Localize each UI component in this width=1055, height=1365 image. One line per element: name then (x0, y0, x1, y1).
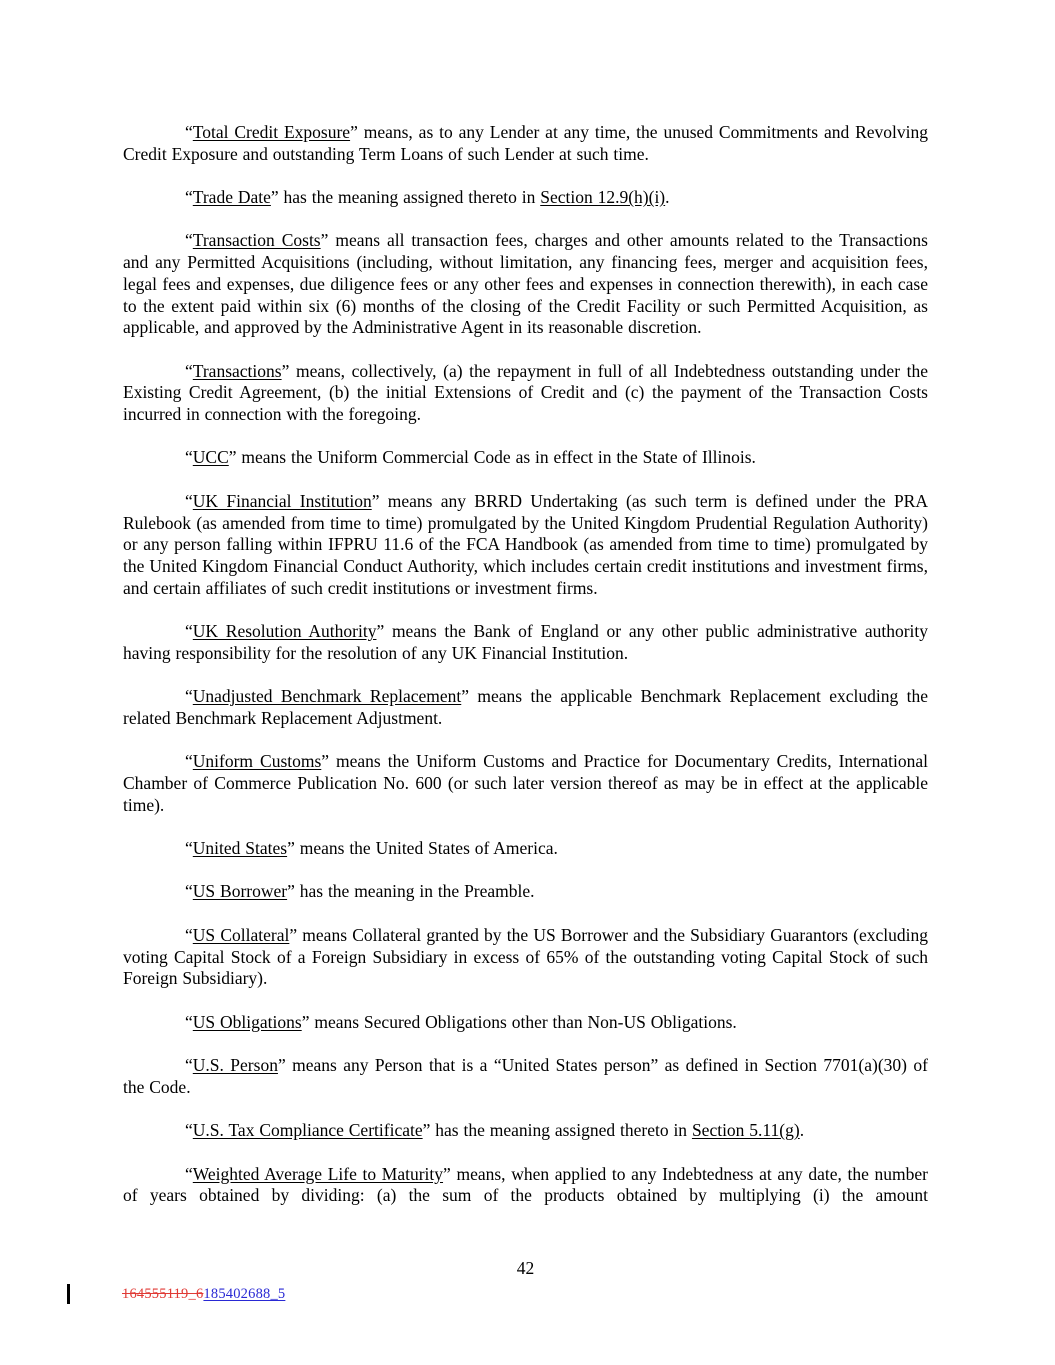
underlined-term: Transaction Costs (192, 230, 321, 251)
underlined-term: US Collateral (192, 924, 290, 945)
underlined-term: Section 12.9(h)(i) (540, 187, 666, 208)
text-segment: “ (185, 924, 193, 945)
definition-paragraph (123, 1012, 928, 1034)
text-segment: “ (185, 1011, 193, 1032)
text-segment: ” has the meaning in the Preamble. (287, 881, 535, 902)
text-segment: “ (185, 122, 193, 142)
definition-paragraph (123, 1164, 928, 1207)
text-segment: “ (185, 686, 193, 707)
underlined-term: Total Credit Exposure (192, 122, 351, 142)
text-segment: “ (185, 187, 193, 208)
underlined-term: US Obligations (192, 1011, 302, 1032)
text-segment: “ (185, 360, 193, 381)
text-segment: “ (185, 881, 193, 902)
underlined-term: Section 5.11(g) (691, 1120, 800, 1141)
doc-id-inserted: 185402688_5 (203, 1286, 286, 1302)
definition-paragraph (123, 1055, 928, 1098)
footer-doc-id (122, 1285, 285, 1303)
definition-paragraph (123, 230, 928, 339)
definition-paragraph (123, 838, 928, 860)
text-segment: ” means the United States of America. (287, 838, 558, 859)
text-segment: “ (185, 1120, 193, 1141)
text-segment: ” means, as to any Lender at any time, the unused Commitments and Revolving Credit Exposure and outstanding Term Loans of such Lender at such time. (123, 122, 928, 164)
underlined-term: UK Financial Institution (192, 490, 372, 511)
text-segment: ” means any Person that is a “United States person” as defined in Section 7701(a)(30) of the Code. (123, 1055, 928, 1097)
definition-paragraph (123, 491, 928, 600)
text-segment: “ (185, 1163, 193, 1184)
text-segment: “ (185, 838, 193, 859)
definition-paragraph (123, 686, 928, 729)
definition-paragraph (123, 187, 928, 209)
text-segment: “ (185, 447, 193, 468)
change-bar (67, 1284, 70, 1304)
definition-paragraph (123, 447, 928, 469)
underlined-term: Weighted Average Life to Maturity (192, 1163, 444, 1184)
text-segment: ” means Collateral granted by the US Borrower and the Subsidiary Guarantors (excluding voting Capital Stock of a Foreign Subsidiary in excess of 65% of the outstanding voting Capital Stock of such Foreign Subsidiary). (123, 924, 928, 989)
text-segment: . (799, 1120, 805, 1141)
underlined-term: Transactions (192, 360, 282, 381)
definition-paragraph (123, 1120, 928, 1142)
definition-paragraph (123, 621, 928, 664)
document-body (123, 122, 928, 1229)
underlined-term: Unadjusted Benchmark Replacement (192, 686, 462, 707)
definition-paragraph (123, 881, 928, 903)
underlined-term: U.S. Tax Compliance Certificate (192, 1120, 423, 1141)
text-segment: “ (185, 1055, 193, 1076)
text-segment: ” means the Uniform Customs and Practice for Documentary Credits, International Chamber of Commerce Publication No. 600 (or such later version thereof as may be in effect at the applicable time). (123, 751, 928, 815)
underlined-term: Trade Date (192, 187, 271, 208)
underlined-term: Uniform Customs (192, 751, 322, 772)
underlined-term: U.S. Person (192, 1055, 278, 1076)
text-segment: ” has the meaning assigned thereto in (270, 187, 541, 208)
text-segment: “ (185, 751, 193, 772)
underlined-term: UCC (192, 447, 229, 468)
underlined-term: UK Resolution Authority (192, 621, 377, 642)
definition-paragraph (123, 925, 928, 990)
text-segment: “ (185, 621, 193, 642)
text-segment: ” means all transaction fees, charges and other amounts related to the Transactions and any Permitted Acquisitions (including, without limitation, any financing fees, merger and acquisition fees, legal fees and expenses, due diligence fees or any other fees and expenses in connection therewith), in each case to the extent paid within six (6) months of the closing of the Credit Facility or such Permitted Acquisition, as applicable, and approved by the Administrative Agent in its reasonable discretion. (123, 230, 928, 338)
text-segment: ” means the Uniform Commercial Code as in effect in the State of Illinois. (228, 447, 756, 468)
text-segment: “ (185, 490, 193, 511)
text-segment: “ (185, 230, 193, 251)
doc-id-deleted: 164555119_6 (122, 1286, 204, 1302)
page-number: 42 (516, 1258, 535, 1278)
text-segment: ” means Secured Obligations other than Non-US Obligations. (301, 1011, 737, 1032)
underlined-term: US Borrower (192, 881, 288, 902)
text-segment: . (665, 187, 670, 208)
text-segment: ” means, when applied to any Indebtedness at any date, the number of years obtained by dividing: (a) the sum of the products obtained by multiplying (i) the amount (123, 1163, 928, 1206)
text-segment: ” means the Bank of England or any other public administrative authority having responsibility for the resolution of any UK Financial Institution. (123, 621, 929, 663)
definition-paragraph (123, 361, 928, 426)
definition-paragraph (123, 122, 928, 165)
definition-paragraph (123, 751, 928, 816)
text-segment: ” means the applicable Benchmark Replacement excluding the related Benchmark Replacement Adjustment. (123, 686, 928, 728)
text-segment: ” has the meaning assigned thereto in (422, 1120, 692, 1141)
text-segment: ” means, collectively, (a) the repayment in full of all Indebtedness outstanding under the Existing Credit Agreement, (b) the initial Extensions of Credit and (c) the payment of the Transaction Costs incurred in connection with the foregoing. (123, 360, 928, 425)
text-segment: ” means any BRRD Undertaking (as such term is defined under the PRA Rulebook (as amended from time to time) promulgated by the United Kingdom Prudential Regulation Authority) or any person falling within IFPRU 11.6 of the FCA Handbook (as amended from time to time) promulgated by the United Kingdom Financial Conduct Authority, which includes certain credit institutions and investment firms, and certain affiliates of such credit institutions or investment firms. (123, 490, 928, 598)
underlined-term: United States (192, 838, 288, 859)
